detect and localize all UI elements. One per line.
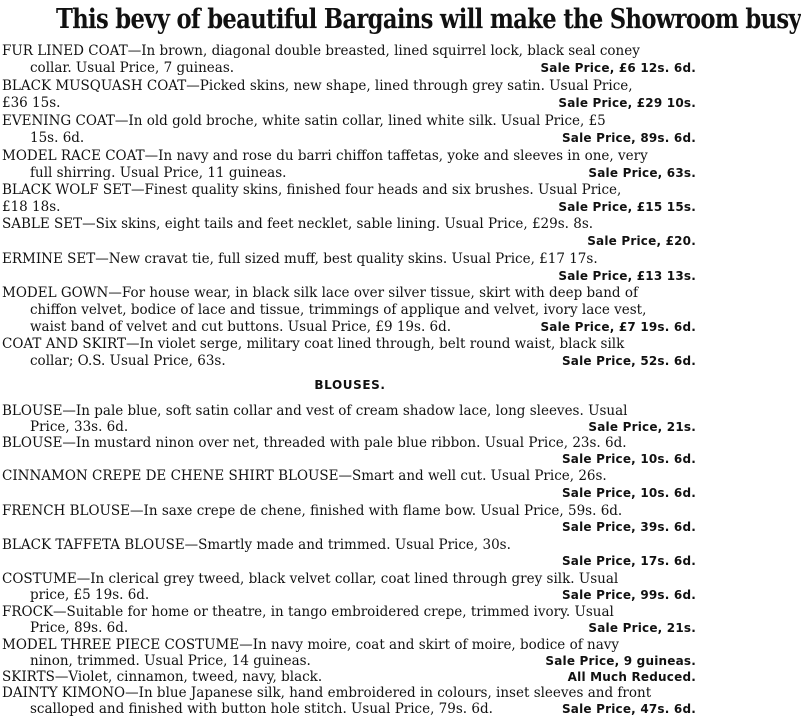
- section-heading-blouses: BLOUSES.: [314, 378, 386, 392]
- item-text-line: £18 18s.: [2, 199, 61, 215]
- headline: This bevy of beautiful Bargains will make the Showroom busy: [56, 4, 801, 35]
- item-dainty-kimono: [0, 685, 700, 702]
- item-text-line: MODEL RACE COAT—In navy and rose du barri chiffon taffetas, yoke and sleeves in one, very: [2, 148, 648, 164]
- sale-price: Sale Price, 10s. 6d.: [561, 486, 696, 500]
- sale-price: Sale Price, £13 13s.: [558, 269, 696, 283]
- item-black-taffeta-blouse: [0, 537, 700, 554]
- item-model-gown: [0, 285, 700, 302]
- sale-price: Sale Price, 10s. 6d.: [561, 452, 696, 466]
- item-evening-coat: [0, 113, 700, 130]
- item-text-line: 15s. 6d.: [30, 130, 85, 146]
- item-text-line: ninon, trimmed. Usual Price, 14 guineas.: [30, 653, 311, 669]
- item-text-line: full shirring. Usual Price, 11 guineas.: [30, 165, 287, 181]
- sale-price: All Much Reduced.: [567, 670, 696, 684]
- sale-price: Sale Price, 39s. 6d.: [561, 520, 696, 534]
- item-text-line: chiffon velvet, bodice of lace and tissue, trimmings of applique and velvet, ivory lace vest,: [30, 302, 647, 318]
- item-text-line: FUR LINED COAT—In brown, diagonal double breasted, lined squirrel lock, black seal coney: [2, 43, 640, 59]
- item-line: [0, 451, 700, 468]
- item-line: [0, 553, 700, 570]
- item-costume: [0, 571, 700, 588]
- item-text-line: Price, 89s. 6d.: [30, 620, 129, 636]
- item-text-line: MODEL GOWN—For house wear, in black silk lace over silver tissue, skirt with deep band of: [2, 285, 638, 301]
- item-text-line: EVENING COAT—In old gold broche, white satin collar, lined white silk. Usual Price, £5: [2, 113, 606, 129]
- item-line: [0, 233, 700, 250]
- item-text-line: CINNAMON CREPE DE CHENE SHIRT BLOUSE—Smart and well cut. Usual Price, 26s.: [2, 468, 607, 484]
- sale-price: Sale Price, 21s.: [588, 621, 696, 635]
- item-text-line: ERMINE SET—New cravat tie, full sized muff, best quality skins. Usual Price, £17 17s.: [2, 251, 598, 267]
- item-line: [0, 302, 700, 319]
- item-line: [0, 419, 700, 436]
- item-blouse-mustard: [0, 435, 700, 452]
- item-model-race-coat: [0, 148, 700, 165]
- item-text-line: BLACK WOLF SET—Finest quality skins, finished four heads and six brushes. Usual Price,: [2, 182, 622, 198]
- item-ermine-set: [0, 251, 700, 268]
- item-text-line: £36 15s.: [2, 95, 61, 111]
- item-line: [0, 519, 700, 536]
- item-text-line: SABLE SET—Six skins, eight tails and feet necklet, sable lining. Usual Price, £29s. 8s.: [2, 216, 594, 232]
- sale-price: Sale Price, 17s. 6d.: [561, 554, 696, 568]
- item-text-line: BLACK MUSQUASH COAT—Picked skins, new shape, lined through grey satin. Usual Price,: [2, 78, 633, 94]
- sale-price: Sale Price, 63s.: [588, 166, 696, 180]
- item-text-line: FRENCH BLOUSE—In saxe crepe de chene, finished with flame bow. Usual Price, 59s. 6d.: [2, 503, 623, 519]
- item-line: [0, 268, 700, 285]
- item-text-line: waist band of velvet and cut buttons. Usual Price, £9 19s. 6d.: [30, 319, 452, 335]
- item-line: [0, 95, 700, 112]
- item-text-line: Price, 33s. 6d.: [30, 419, 129, 435]
- item-line: [0, 701, 700, 718]
- sale-price: Sale Price, 99s. 6d.: [561, 588, 696, 602]
- item-text-line: collar; O.S. Usual Price, 63s.: [30, 353, 226, 369]
- item-black-musquash-coat: [0, 78, 700, 95]
- item-text-line: FROCK—Suitable for home or theatre, in tango embroidered crepe, trimmed ivory. Usual: [2, 604, 614, 620]
- item-text-line: SKIRTS—Violet, cinnamon, tweed, navy, black.: [2, 669, 323, 685]
- sale-price: Sale Price, £6 12s. 6d.: [540, 61, 696, 75]
- item-fur-lined-coat: [0, 43, 700, 60]
- item-line: [0, 353, 700, 370]
- item-text-line: MODEL THREE PIECE COSTUME—In navy moire, coat and skirt of moire, bodice of navy: [2, 637, 619, 653]
- sale-price: Sale Price, 52s. 6d.: [561, 354, 696, 368]
- sale-price: Sale Price, £29 10s.: [558, 96, 696, 110]
- item-text-line: collar. Usual Price, 7 guineas.: [30, 60, 235, 76]
- item-line: [0, 587, 700, 604]
- sale-price: Sale Price, £7 19s. 6d.: [540, 320, 696, 334]
- item-line: [0, 130, 700, 147]
- item-frock: [0, 604, 700, 621]
- item-text-line: price, £5 19s. 6d.: [30, 587, 150, 603]
- item-line: [0, 620, 700, 637]
- sale-price: Sale Price, 89s. 6d.: [561, 131, 696, 145]
- sale-price: Sale Price, £15 15s.: [558, 200, 696, 214]
- item-text-line: COSTUME—In clerical grey tweed, black velvet collar, coat lined through grey silk. Usual: [2, 571, 619, 587]
- item-text-line: BLOUSE—In pale blue, soft satin collar and vest of cream shadow lace, long sleeves. Usual: [2, 403, 628, 419]
- item-coat-and-skirt: [0, 336, 700, 353]
- item-line: [0, 485, 700, 502]
- item-line: [0, 199, 700, 216]
- item-text-line: COAT AND SKIRT—In violet serge, military coat lined through, belt round waist, black silk: [2, 336, 625, 352]
- item-sable-set: [0, 216, 700, 233]
- item-model-three-piece-costume: [0, 637, 700, 654]
- item-line: [0, 60, 700, 77]
- sale-price: Sale Price, 47s. 6d.: [561, 702, 696, 716]
- item-line: [0, 165, 700, 182]
- item-skirts: [0, 669, 700, 686]
- item-line: [0, 653, 700, 670]
- item-french-blouse: [0, 503, 700, 520]
- item-text-line: BLACK TAFFETA BLOUSE—Smartly made and trimmed. Usual Price, 30s.: [2, 537, 511, 553]
- sale-price: Sale Price, £20.: [587, 234, 696, 248]
- sale-price: Sale Price, 21s.: [588, 420, 696, 434]
- sale-price: Sale Price, 9 guineas.: [545, 654, 696, 668]
- item-line: [0, 319, 700, 336]
- item-black-wolf-set: [0, 182, 700, 199]
- item-cinnamon-shirt-blouse: [0, 468, 700, 485]
- item-text-line: DAINTY KIMONO—In blue Japanese silk, hand embroidered in colours, inset sleeves and front: [2, 685, 652, 701]
- item-blouse-pale-blue: [0, 403, 700, 420]
- item-text-line: BLOUSE—In mustard ninon over net, threaded with pale blue ribbon. Usual Price, 23s. 6d.: [2, 435, 627, 451]
- item-text-line: scalloped and finished with button hole stitch. Usual Price, 79s. 6d.: [30, 701, 493, 717]
